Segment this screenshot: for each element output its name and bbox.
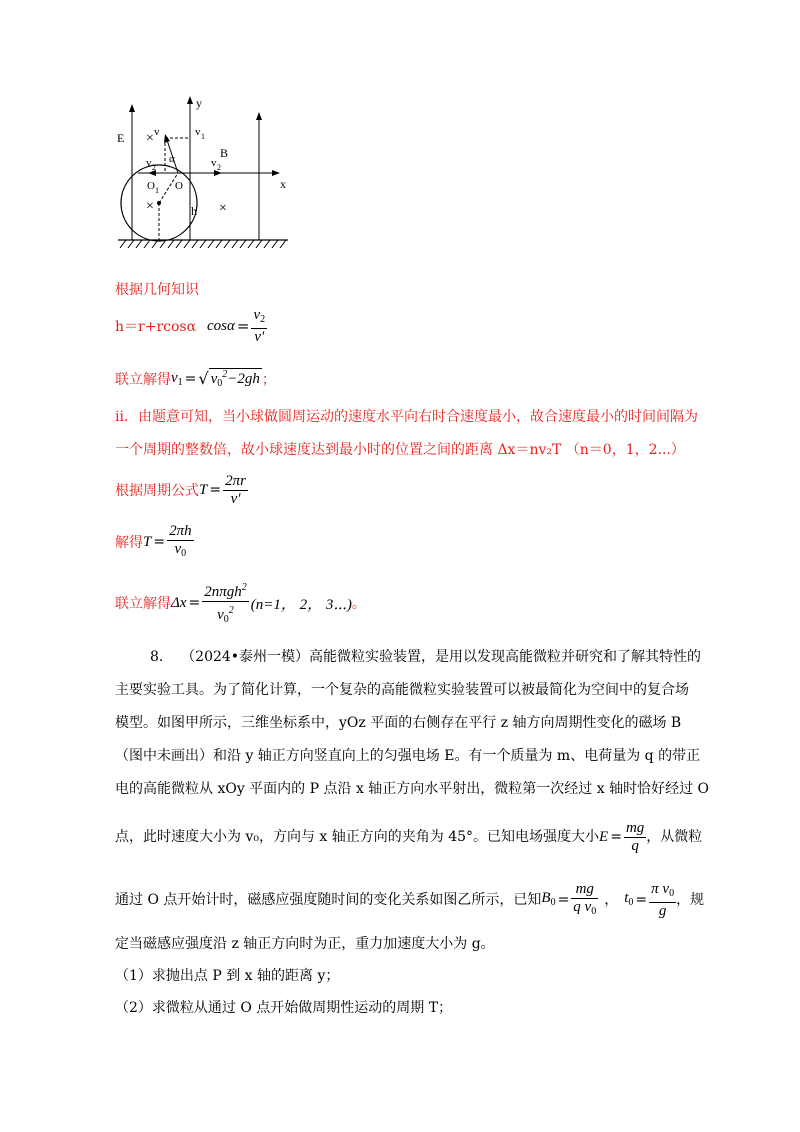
problem-line4: （图中未画出）和沿 y 轴正方向竖直向上的匀强电场 E。有一个质量为 m、电荷量为 q 的带正 bbox=[115, 748, 701, 764]
question-1: （1）求抛出点 P 到 x 轴的距离 y； bbox=[115, 968, 340, 984]
part-ii-line1: ii．由题意可知，当小球做圆周运动的速度水平向右时合速度最小，故合速度最小的时间间隔为 bbox=[115, 409, 698, 425]
label-v1: v bbox=[195, 126, 201, 138]
period-formula: 根据周期公式 T = $\frac{2\pi r}{v'}$ bbox=[115, 472, 246, 507]
problem-line6: 点，此时速度大小为 v₀，方向与 x 轴正方向的夹角为 45°。已知电场强度大小 E = $\frac{mg}{q}$ ，从微粒 bbox=[115, 819, 703, 854]
problem-line5: 电的高能微粒从 xOy 平面内的 P 点沿 x 轴正方向水平射出，微粒第一次经过 x 轴时恰好经过 O bbox=[115, 781, 710, 797]
label-v2-left: v bbox=[146, 157, 152, 169]
label-v: v bbox=[154, 126, 160, 138]
label-v2-right-sub: 2 bbox=[217, 163, 221, 172]
label-B: B bbox=[220, 146, 229, 160]
physics-diagram bbox=[110, 90, 295, 250]
problem-line1: 8. （2024•泰州一模）高能微粒实验装置，是用以发现高能微粒并研究和了解其特性的 bbox=[150, 649, 702, 665]
label-O: O bbox=[175, 180, 183, 192]
cross-1: × bbox=[146, 131, 154, 146]
h-formula: h＝r+rcosα bbox=[115, 319, 197, 335]
label-v1-sub: 1 bbox=[201, 132, 205, 141]
problem-line8: 定当磁感应强度沿 z 轴正方向时为正，重力加速度大小为 g。 bbox=[115, 936, 495, 952]
problem-line7: 通过 O 点开始计时，磁感应强度随时间的变化关系如图乙所示，已知 $B_0$ = $\frac{mg}{q v_0}$ ， $t_0$ = $\frac{\pi v_0}{g}$ ，规 bbox=[115, 880, 705, 919]
cross-3: × bbox=[219, 201, 227, 216]
problem-number: 8. bbox=[150, 649, 164, 665]
label-O1: O bbox=[147, 180, 155, 192]
label-y: y bbox=[196, 96, 202, 110]
problem-line2: 主要实验工具。为了简化计算，一个复杂的高能微粒实验装置可以被最简化为空间中的复合场 bbox=[115, 682, 689, 698]
v1-result: 联立解得 $v_1$ = √ $v_0^2-2gh$ ； bbox=[115, 369, 276, 389]
part-ii-line2: 一个周期的整数倍，故小球速度达到最小时的位置之间的距离 Δx＝nv₂T （n＝0，1，2...） bbox=[115, 442, 685, 458]
label-alpha: α bbox=[169, 153, 175, 165]
dx-result: 联立解得 Δx = $\frac{2n\pi gh^2}{v_0^2}$ (n=1， 2， 3⋯) 。 bbox=[115, 582, 366, 624]
label-v2-left-sub: 2 bbox=[152, 163, 156, 172]
label-x: x bbox=[280, 177, 286, 191]
cos-formula: cosα = $\frac{v_2}{v'}$ bbox=[207, 306, 266, 345]
cross-2: × bbox=[146, 199, 154, 214]
label-h: h bbox=[191, 204, 197, 218]
label-O1-sub: 1 bbox=[155, 186, 159, 195]
T-result: 解得 T = $\frac{2\pi h}{v_0}$ bbox=[115, 522, 192, 559]
label-v2-right: v bbox=[211, 157, 217, 169]
problem-line3: 模型。如图甲所示，三维坐标系中，yOz 平面的右侧存在平行 z 轴方向周期性变化的磁场 B bbox=[115, 715, 682, 731]
label-E: E bbox=[117, 131, 125, 145]
geometry-title: 根据几何知识 bbox=[115, 282, 199, 298]
question-2: （2）求微粒从通过 O 点开始做周期性运动的周期 T； bbox=[115, 1000, 453, 1016]
